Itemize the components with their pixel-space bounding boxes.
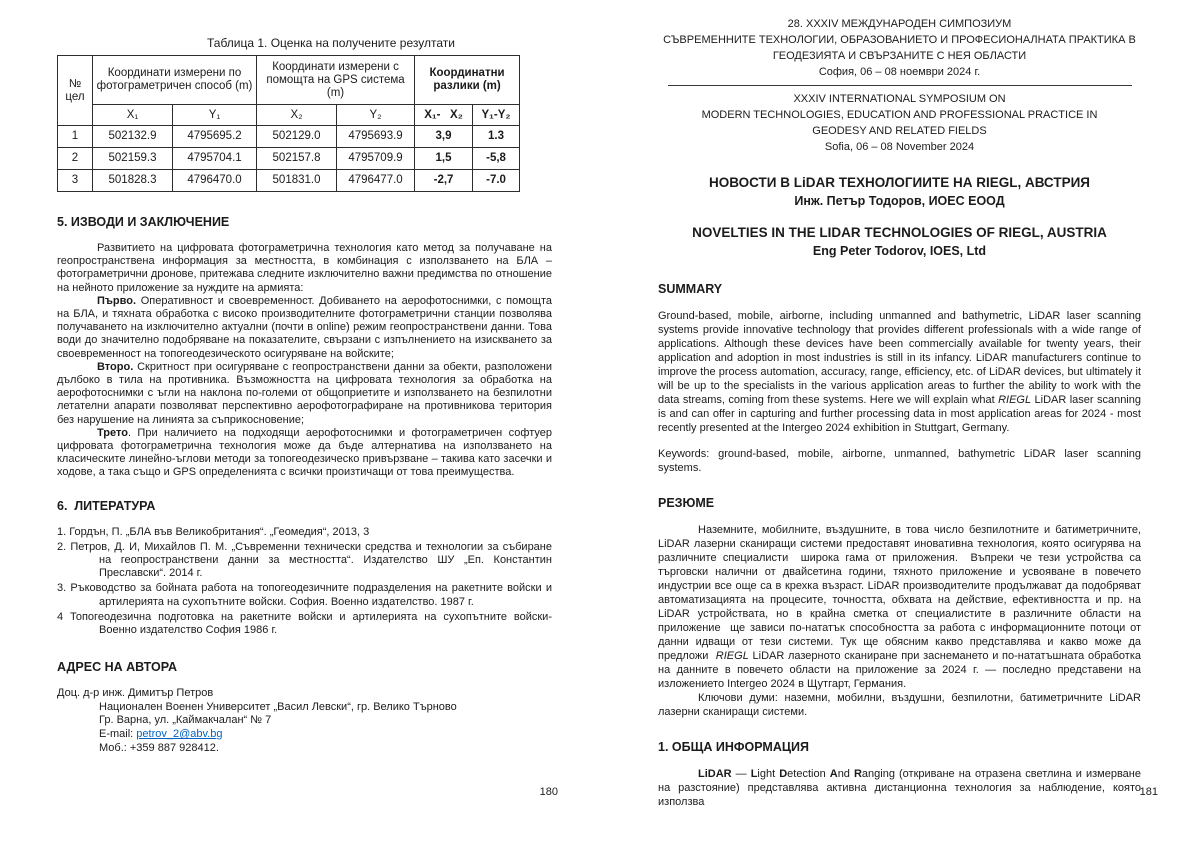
cell-target-no: 2 <box>58 148 93 170</box>
section5-paragraph-first <box>57 295 552 361</box>
cell-x2: 502157.8 <box>257 148 337 170</box>
col-header-x1: X₁ <box>93 105 173 126</box>
paragraph-text: anging (откриване на отразена светлина и измерване на разстояние) представлява активна дистанционна технология за наблюдение, която използва <box>658 768 1141 808</box>
table-header-row-sub <box>58 105 520 126</box>
reference-item: 4 Топогеодезична подготовка на ракетните войски и артилерията на сухопътните войски- Военно издателство София 1986 г. <box>57 610 552 637</box>
resume-text: Наземните, мобилните, въздушните, в това число безпилотните и батиметричните, LiDAR лазерни сканиращи системи предоставят иновативна технология, която осигурява на различните специалисти широка гама от приложения. Въпреки че тези устройства са търговски налични от двайсетина години, тяхното приложение и усвояване в повечето индустрии все още са в крехка възраст. LiDAR производителите продължават да подобряват автоматизацията на процесите, точността, обхвата на действие, ефективността и пр. на LiDAR устройствата, но в крайна сметка от специалистите в различните области на приложение ще зависи по-нататък способността за работа с информационните потоци от данни идващи от тези системи. Тук ще обясним какво представлява и какво може да предложи <box>658 524 1145 662</box>
page-number-right: 181 <box>1139 786 1158 798</box>
cell-dx: 1,5 <box>415 148 473 170</box>
symposium-header-en-line3: GEODESY AND RELATED FIELDS <box>812 125 987 137</box>
cell-y2: 4796477.0 <box>337 170 415 192</box>
lidar-letter-r: R <box>853 768 862 780</box>
cell-y1: 4795704.1 <box>173 148 257 170</box>
cell-dx: -2,7 <box>415 170 473 192</box>
section1-paragraph <box>658 767 1141 809</box>
lidar-letter-a: A <box>829 768 838 780</box>
summary-paragraph <box>658 309 1141 435</box>
col-header-y1: Y₁ <box>173 105 257 126</box>
brand-name-italic: RIEGL <box>998 394 1032 406</box>
section5-paragraph-second <box>57 361 552 427</box>
lidar-letter-d: D <box>779 768 788 780</box>
section1-heading: 1. ОБЩА ИНФОРМАЦИЯ <box>658 740 809 754</box>
summary-text: LiDAR laser scanning is and can offer in capturing and further processing data in most application areas for 2024 - most recently presented at the Intergeo 2024 exhibition in Stuttgart, Germany. <box>658 394 1141 434</box>
cell-dx: 3,9 <box>415 126 473 148</box>
cell-x2: 501831.0 <box>257 170 337 192</box>
col-header-x2: X₂ <box>257 105 337 126</box>
resume-keywords: Ключови думи: наземни, мобилни, въздушни, безпилотни, батиметричните LiDAR лазерни сканиращи системи. <box>658 692 1141 718</box>
header-divider <box>668 85 1132 86</box>
cell-dy: -5,8 <box>473 148 520 170</box>
article-author-bg: Инж. Петър Тодоров, ИОЕС ЕООД <box>794 194 1005 208</box>
col-header-dy: Y₁-Y₂ <box>473 105 520 126</box>
summary-text: Ground-based, mobile, airborne, including unmanned and bathymetric, LiDAR laser scanning systems provide innovative technology that provides different professionals with a wide range of applications. Although these devices have been commercially available for twenty years, their application and adoption in most industries is still in its infancy. LiDAR manufacturers continue to improve the process automation, accuracy, range, efficiency, etc. of LiDAR devices, but ultimately it will be up to the specialists in the various application areas to further the ability to work with the data streams, coming from these systems. Here we will explain what <box>658 310 1141 406</box>
paragraph-text: etection <box>787 768 830 780</box>
col-header-photogrammetric: Координати измерени по фотограметричен способ (m) <box>93 56 257 105</box>
resume-paragraph <box>658 523 1145 691</box>
table-row <box>58 170 520 192</box>
lead-word-first: Първо. <box>97 294 137 307</box>
cell-x1: 502132.9 <box>93 126 173 148</box>
symposium-header-en-line4: Sofia, 06 – 08 November 2024 <box>824 141 975 153</box>
symposium-header-bg-line3: ГЕОДЕЗИЯТА И СВЪРЗАНИТЕ С НЕЯ ОБЛАСТИ <box>772 50 1027 62</box>
paragraph-text: nd <box>837 768 854 780</box>
cell-y2: 4795693.9 <box>337 126 415 148</box>
symposium-header-en-line2: MODERN TECHNOLOGIES, EDUCATION AND PROFESSIONAL PRACTICE IN <box>701 109 1098 121</box>
page-181 <box>600 0 1200 849</box>
col-header-target-no: № цел <box>58 56 93 126</box>
brand-name-italic: RIEGL <box>715 650 749 662</box>
article-title-en: NOVELTIES IN THE LIDAR TECHNOLOGIES OF RIEGL, AUSTRIA <box>692 225 1107 240</box>
cell-target-no: 1 <box>58 126 93 148</box>
cell-y1: 4796470.0 <box>173 170 257 192</box>
lidar-abbrev: LiDAR <box>698 768 732 780</box>
col-header-differences: Координатни разлики (m) <box>415 56 520 105</box>
author-name: Доц. д-р инж. Димитър Петров <box>57 687 214 700</box>
author-email-line <box>57 728 552 742</box>
cell-y2: 4795709.9 <box>337 148 415 170</box>
author-street: Гр. Варна, ул. „Каймакчалан“ № 7 <box>99 714 272 727</box>
reference-item: 1. Гордън, П. „БЛА във Великобритания“. „Геомедия“, 2013, 3 <box>57 525 370 538</box>
col-header-dx: X₁- X₂ <box>415 105 473 126</box>
article-author-en: Eng Peter Todorov, IOES, Ltd <box>812 244 987 258</box>
resume-text: LiDAR лазерното сканиране при заснемането и по-нататъшната обработка на данните в повечето области на приложение за 2024 г. — последно представени на изложението Intergeo 2024 в Щутгарт, Германия. <box>658 650 1145 690</box>
lead-word-second: Второ. <box>97 360 134 373</box>
cell-x1: 502159.3 <box>93 148 173 170</box>
left-page-content <box>57 0 552 755</box>
table-header-row-groups <box>58 56 520 105</box>
summary-heading: SUMMARY <box>658 282 723 296</box>
author-organization: Национален Военен Университет „Васил Левски“, гр. Велико Търново <box>99 700 457 713</box>
section5-paragraph-third <box>57 427 552 480</box>
email-link[interactable]: petrov_2@abv.bg <box>136 728 223 741</box>
paragraph-text: . При наличието на подходящи аерофотоснимки и фотограметричен софтуер цифровата фотограметрична технология може да бъде алтернатива на използването на класическите линейно-ъглови методи за топогеодезическо привързване – такива като засечки и ходове, а така също и GPS определенията с всички произтичащи от това преимущества. <box>57 426 552 479</box>
cell-x1: 501828.3 <box>93 170 173 192</box>
author-address-heading: АДРЕС НА АВТОРА <box>57 660 177 675</box>
page-number-left: 180 <box>539 786 558 798</box>
paragraph-text: Скритност при осигуряване с геопространствени данни за обекти, разположени дълбоко в тила на противника. Възможността на цифровата технология за обработка на аерофотоснимки с ъгли на наклона по-големи от общоприетите и използването на безпилотни летателни апарати позволяват перспективно аерофотографиране на противникова територия без нарушение на линията за съприкосновение; <box>57 360 552 426</box>
cell-x2: 502129.0 <box>257 126 337 148</box>
symposium-header-bg-line2: СЪВРЕМЕННИТЕ ТЕХНОЛОГИИ, ОБРАЗОВАНИЕТО И ПРОФЕСИОНАЛНАТА ПРАКТИКА В <box>663 34 1136 46</box>
article-title-bg: НОВОСТИ В LiDAR ТЕХНОЛОГИИТЕ НА RIEGL, АВСТРИЯ <box>708 175 1091 190</box>
symposium-header-bg-line1: 28. XXXIV МЕЖДУНАРОДЕН СИМПОЗИУМ <box>787 18 1012 30</box>
cell-y1: 4795695.2 <box>173 126 257 148</box>
email-label: E-mail: <box>99 728 137 741</box>
author-mobile: Моб.: +359 887 928412. <box>99 741 219 754</box>
paragraph-text: ight <box>757 768 780 780</box>
symposium-header-en-line1: XXXIV INTERNATIONAL SYMPOSIUM ON <box>793 93 1006 105</box>
table-row <box>58 148 520 170</box>
section5-heading: 5. ИЗВОДИ И ЗАКЛЮЧЕНИЕ <box>57 215 230 229</box>
cell-dy: 1.3 <box>473 126 520 148</box>
reference-item: 2. Петров, Д. И, Михайлов П. М. „Съвременни технически средства и технологии за събиране на геопространствени данни за местността“. Издателство ШУ „Еп. Константин Преславски“. 2014 г. <box>57 540 552 580</box>
resume-heading: РЕЗЮМЕ <box>658 496 715 510</box>
table-row <box>58 126 520 148</box>
col-header-y2: Y₂ <box>337 105 415 126</box>
section6-heading: 6. ЛИТЕРАТУРА <box>57 498 156 513</box>
summary-keywords: Keywords: ground-based, mobile, airborne, unmanned, bathymetric LiDAR laser scanning systems. <box>658 448 1141 474</box>
lidar-letter-l: L <box>750 768 758 780</box>
paragraph-text: — <box>731 768 751 780</box>
lead-word-third: Трето <box>97 426 128 439</box>
section5-intro-paragraph: Развитието на цифровата фотограметрична технология като метод за получаване на геопространствена информация за местността, в комбинация с използването на БЛА – фотограметрични дронове, притежава следните изключително важни предимства по отношение на нейното приложение за нуждите на армията: <box>57 242 552 294</box>
cell-target-no: 3 <box>58 170 93 192</box>
symposium-header-bg-line4: София, 06 – 08 ноември 2024 г. <box>818 66 981 78</box>
paragraph-text: Оперативност и своевременност. Добиването на аерофотоснимки, с помощта на БЛА, и тяхната обработка с високо производителните фотограметрични станции позволява получаването на изключително актуални (почти в online) режим геопространствени данни. Това води до значително подобряване на показателите, свързани с изпълнението на изискването за своевременност на топогеодезическото осигуряване на войските; <box>57 294 552 360</box>
cell-dy: -7.0 <box>473 170 520 192</box>
table-caption: Таблица 1. Оценка на получените резултати <box>207 36 455 50</box>
right-page-content <box>658 0 1145 809</box>
reference-item: 3. Ръководство за бойната работа на топогеодезичните подразделения на ракетните войски и артилерията на сухопътните войски. София. Военно издателство. 1987 г. <box>57 582 552 608</box>
col-header-gps: Координати измерени с помощта на GPS система (m) <box>257 56 415 105</box>
results-table <box>57 55 520 192</box>
